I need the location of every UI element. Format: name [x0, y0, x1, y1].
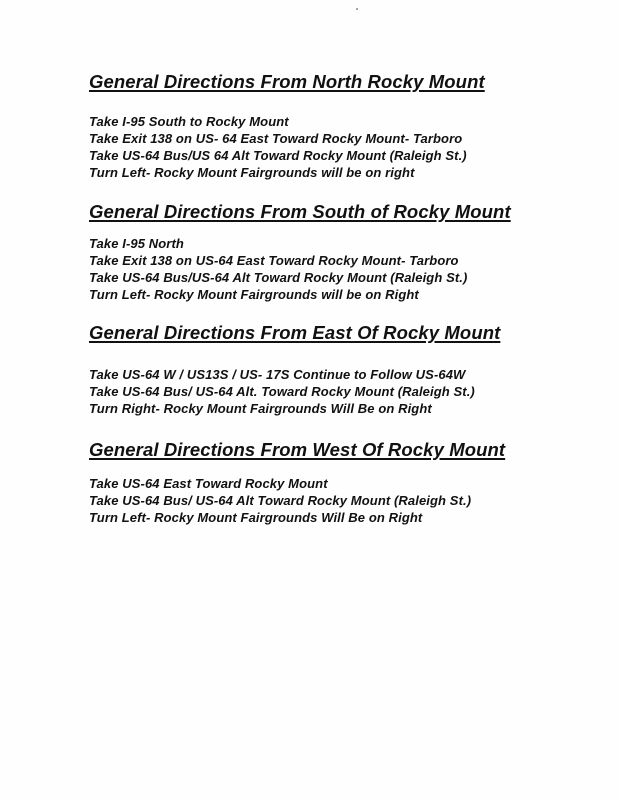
- direction-line: Take US-64 Bus/ US-64 Alt Toward Rocky Mount (Raleigh St.): [89, 493, 472, 508]
- section-west: [89, 439, 505, 526]
- section-heading: General Directions From North Rocky Mount: [89, 71, 485, 92]
- section-heading: General Directions From South of Rocky Mount: [89, 201, 511, 222]
- direction-line: Take Exit 138 on US-64 East Toward Rocky Mount- Tarboro: [89, 253, 459, 268]
- section-north: [89, 71, 485, 181]
- section-east: [89, 322, 500, 417]
- direction-line: Take US-64 Bus/US 64 Alt Toward Rocky Mount (Raleigh St.): [89, 148, 467, 163]
- directions-list: [89, 235, 511, 303]
- direction-line: Turn Left- Rocky Mount Fairgrounds Will Be on Right: [89, 510, 423, 525]
- section-south: [89, 201, 511, 303]
- directions-list: [89, 366, 500, 417]
- section-heading: General Directions From East Of Rocky Mount: [89, 322, 501, 343]
- scan-speck: [356, 8, 358, 10]
- direction-line: Take US-64 Bus/US-64 Alt Toward Rocky Mount (Raleigh St.): [89, 270, 468, 285]
- direction-line: Take Exit 138 on US- 64 East Toward Rocky Mount- Tarboro: [89, 131, 463, 146]
- direction-line: Turn Left- Rocky Mount Fairgrounds will be on Right: [89, 287, 419, 302]
- direction-line: Turn Right- Rocky Mount Fairgrounds Will Be on Right: [89, 401, 432, 416]
- section-heading: General Directions From West Of Rocky Mount: [89, 439, 506, 460]
- direction-line: Take I-95 South to Rocky Mount: [89, 114, 289, 129]
- directions-list: [89, 475, 505, 526]
- direction-line: Turn Left- Rocky Mount Fairgrounds will be on right: [89, 165, 415, 180]
- direction-line: Take I-95 North: [89, 236, 184, 251]
- directions-list: [89, 113, 485, 181]
- direction-line: Take US-64 East Toward Rocky Mount: [89, 476, 328, 491]
- direction-line: Take US-64 Bus/ US-64 Alt. Toward Rocky Mount (Raleigh St.): [89, 384, 475, 399]
- direction-line: Take US-64 W / US13S / US- 17S Continue to Follow US-64W: [89, 367, 466, 382]
